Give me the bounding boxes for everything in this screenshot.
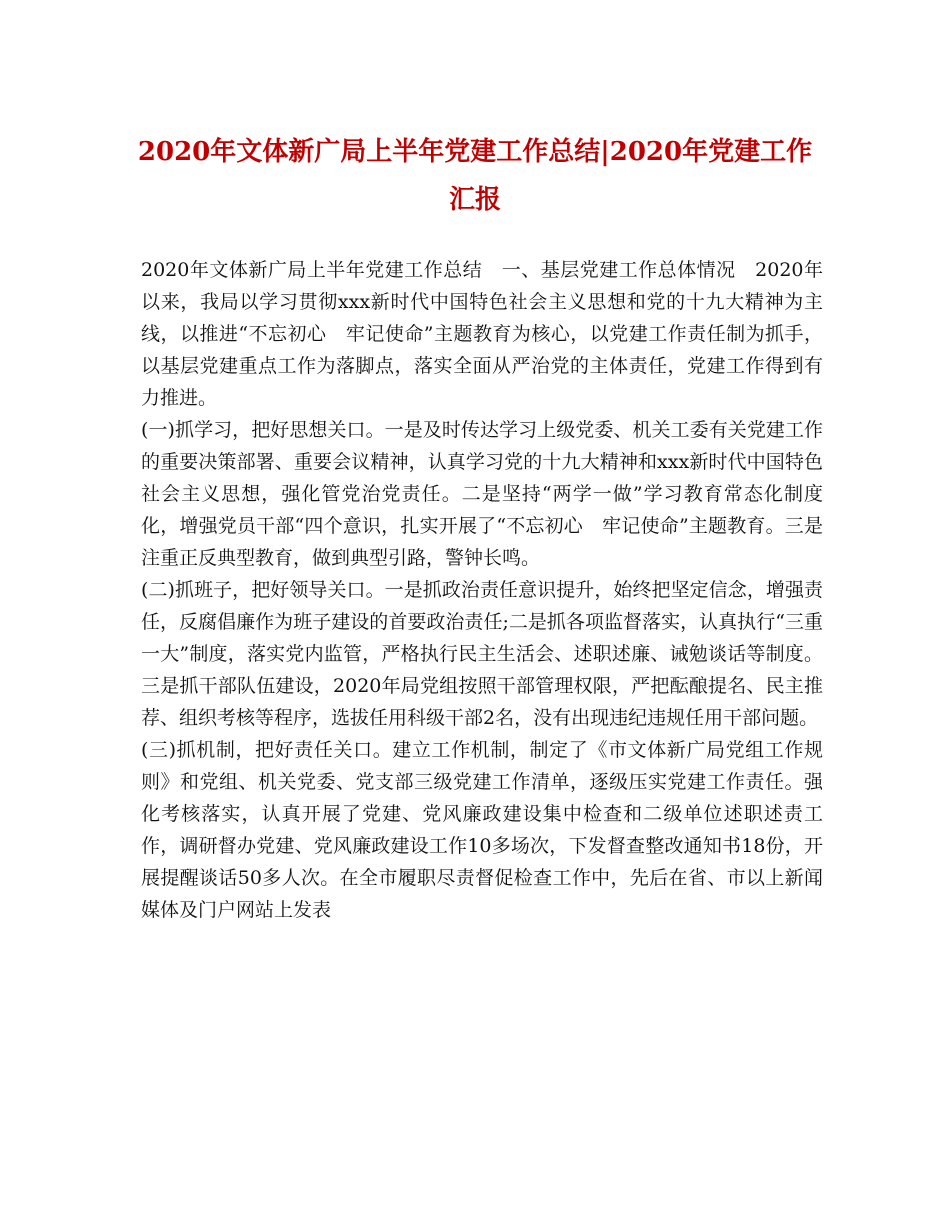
document-title: 2020年文体新广局上半年党建工作总结|2020年党建工作汇报 [137, 137, 813, 215]
paragraph-leadership: (二)抓班子，把好领导关口。一是抓政治责任意识提升，始终把坚定信念，增强责任，反腐倡廉作为班子建设的首要政治责任;二是抓各项监督落实，认真执行“三重一大”制度，落实党内监管，严格执行民主生活会、述职述廉、诫勉谈话等制度。三是抓干部队伍建设，2020年局党组按照干部管理权限，严把酝酿提名、民主推荐、组织考核等程序，选拔任用科级干部2名，没有出现违纪违规任用干部问题。 [141, 579, 823, 729]
document-body [141, 254, 823, 926]
paragraph-intro: 2020年文体新广局上半年党建工作总结 一、基层党建工作总体情况 2020年以来，我局以学习贯彻xxx新时代中国特色社会主义思想和党的十九大精神为主线，以推进“不忘初心 牢记使命”主题教育为核心，以党建工作责任制为抓手，以基层党建重点工作为落脚点，落实全面从严治党的主体责任，党建工作得到有力推进。 [141, 259, 823, 409]
paragraph-mechanism: (三)抓机制，把好责任关口。建立工作机制，制定了《市文体新广局党组工作规则》和党组、机关党委、党支部三级党建工作清单，逐级压实党建工作责任。强化考核落实，认真开展了党建、党风廉政建设集中检查和二级单位述职述责工作，调研督办党建、党风廉政建设工作10多场次，下发督查整改通知书18份，开展提醒谈话50多人次。在全市履职尽责督促检查工作中，先后在省、市以上新闻媒体及门户网站上发表 [141, 739, 823, 921]
paragraph-study: (一)抓学习，把好思想关口。一是及时传达学习上级党委、机关工委有关党建工作的重要决策部署、重要会议精神，认真学习党的十九大精神和xxx新时代中国特色社会主义思想，强化管党治党责任。二是坚持“两学一做”学习教育常态化制度化，增强党员干部“四个意识，扎实开展了“不忘初心 牢记使命”主题教育。三是注重正反典型教育，做到典型引路，警钟长鸣。 [141, 419, 823, 569]
